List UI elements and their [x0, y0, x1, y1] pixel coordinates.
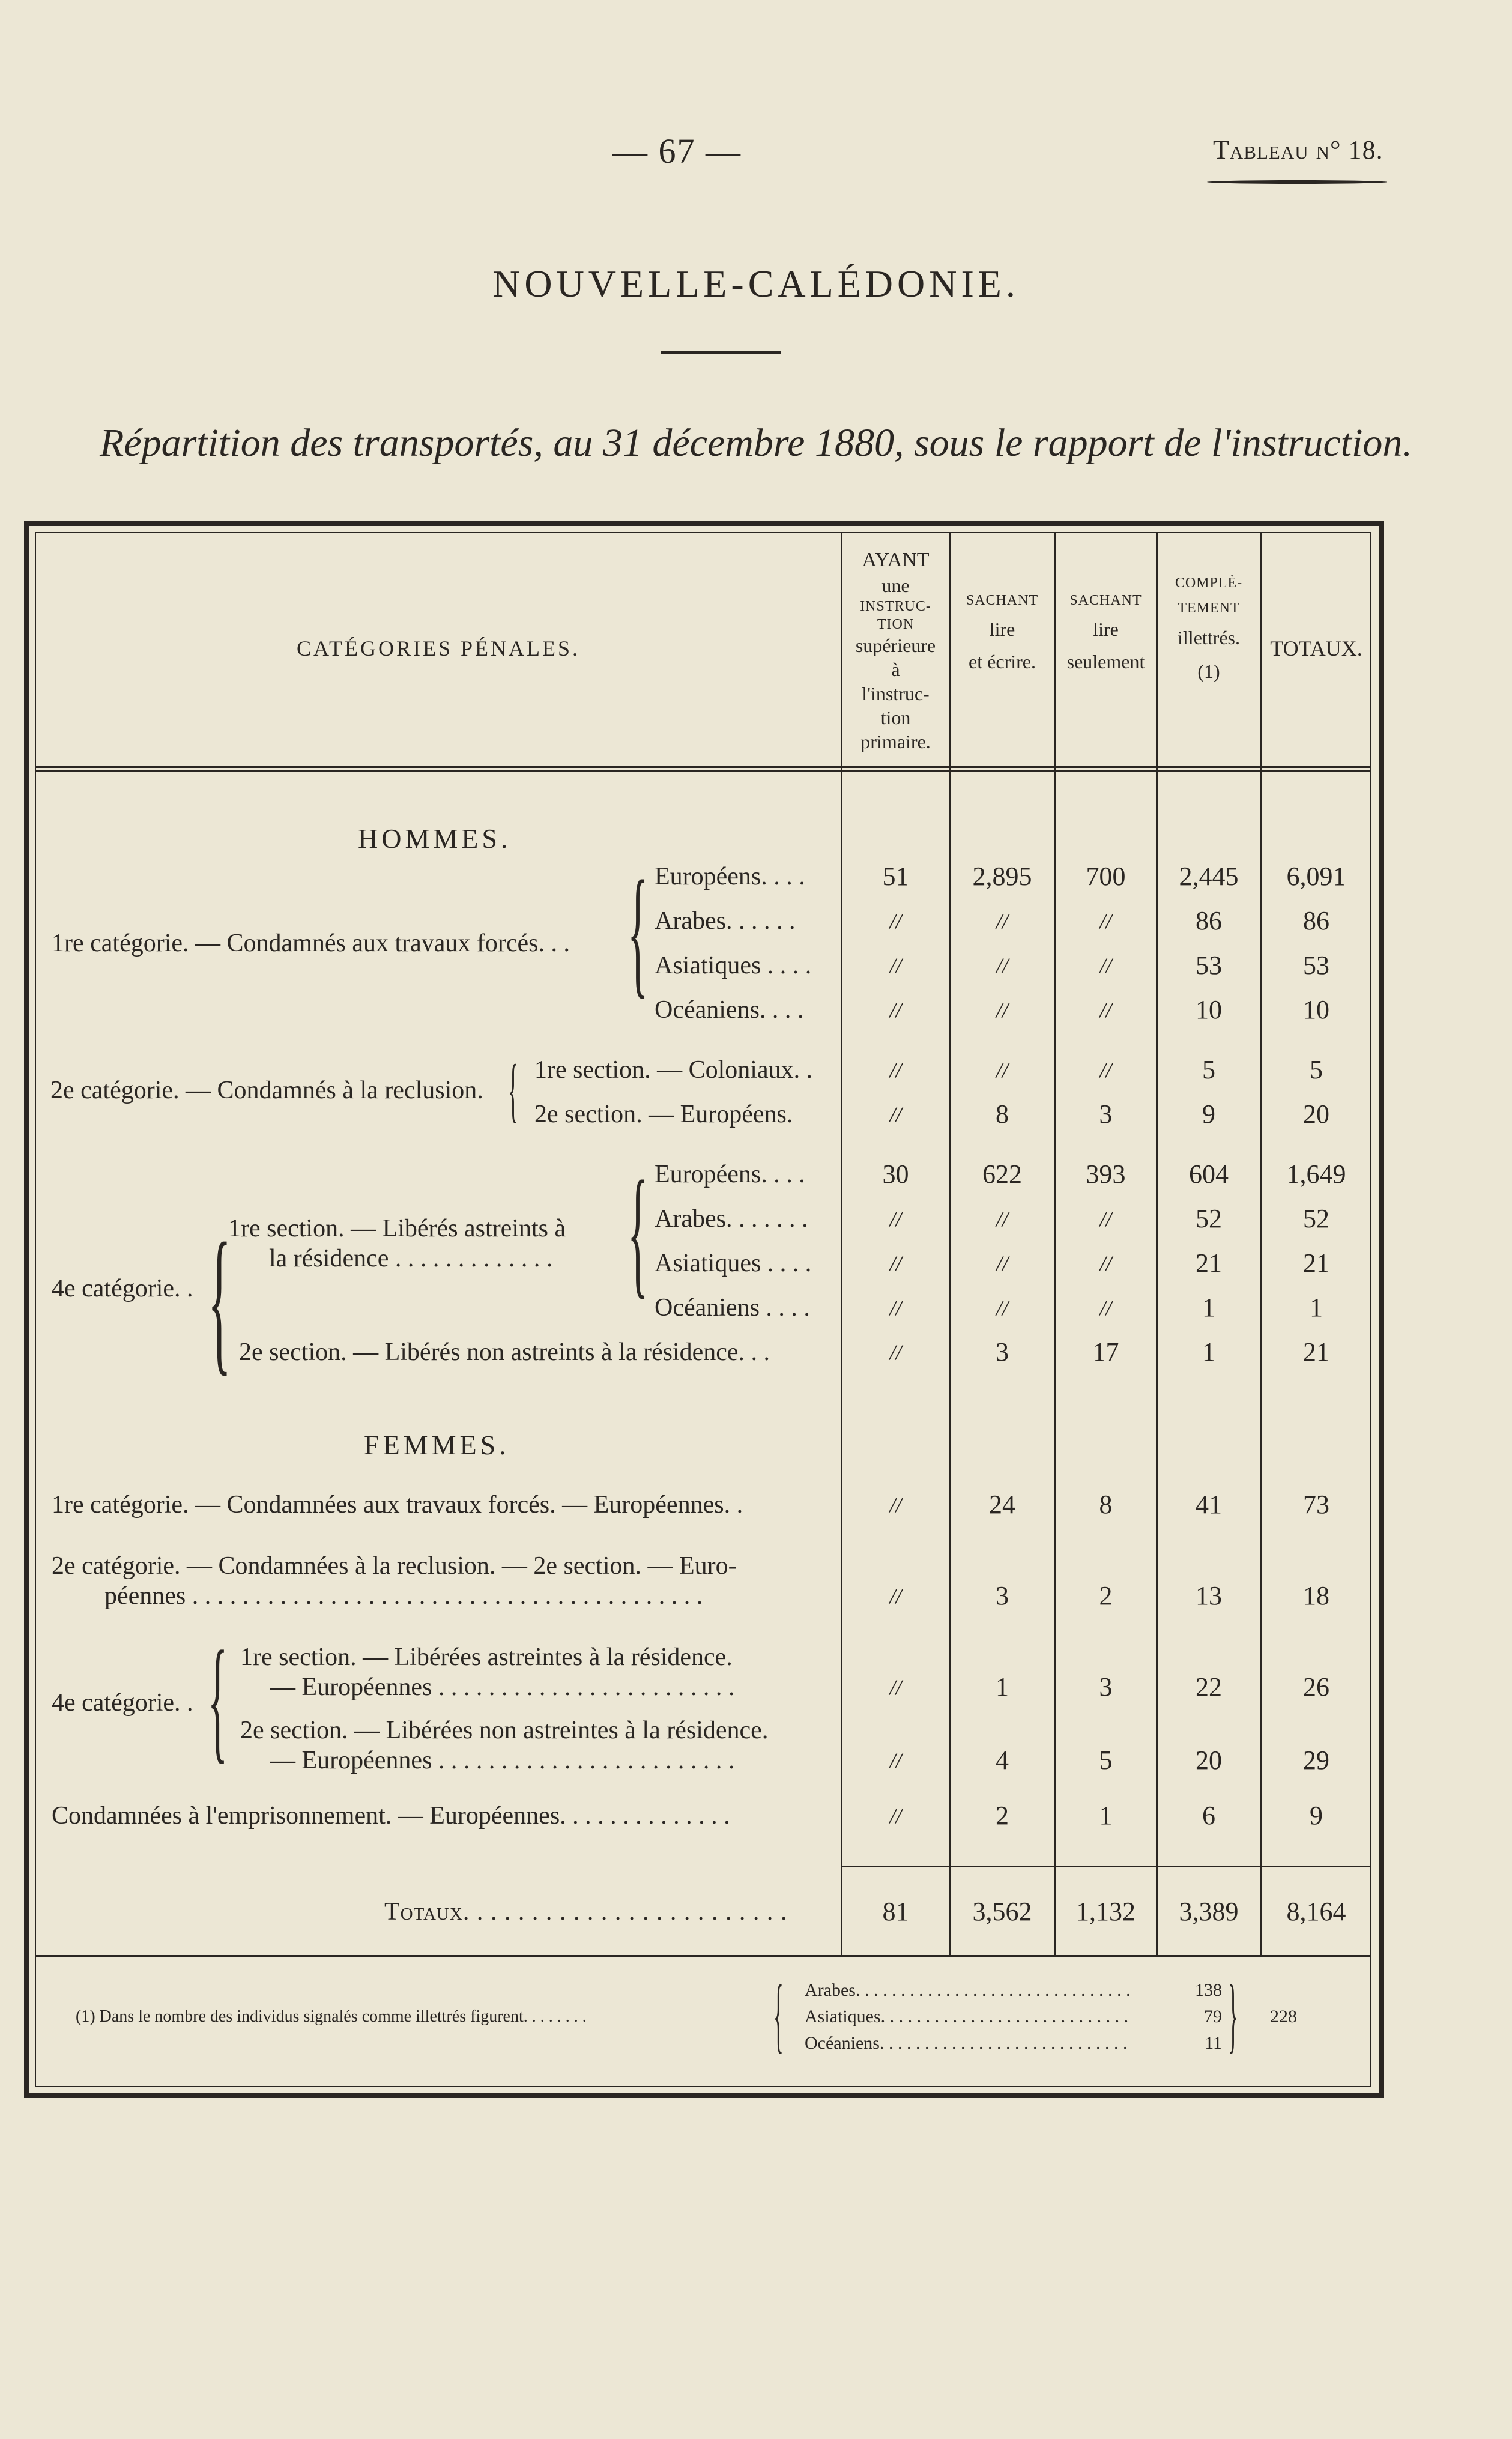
- header-ayant-line: une: [881, 574, 910, 596]
- hommes-row-value: //: [889, 1340, 902, 1364]
- header-line: (1): [1197, 660, 1220, 682]
- header-lire-ecrire: [951, 588, 1054, 679]
- femmes-row-value: 24: [989, 1490, 1015, 1519]
- hommes-row-value: 8: [996, 1099, 1009, 1129]
- hommes-row-value: 17: [1092, 1337, 1119, 1367]
- header-line: COMPLÈ-: [1175, 575, 1243, 591]
- col-rule-3: [1054, 532, 1056, 1955]
- totaux-value: 3,562: [972, 1897, 1032, 1926]
- femmes-row-value: //: [889, 1675, 902, 1699]
- header-line: lire: [989, 618, 1015, 640]
- header-line: lire: [1093, 618, 1119, 640]
- hommes-row-value: 21: [1303, 1337, 1329, 1367]
- hommes-row-label: 1re section. — Coloniaux. .: [534, 1056, 813, 1084]
- femmes-row-value: 4: [996, 1745, 1009, 1775]
- hommes-row-value: //: [996, 1058, 1008, 1082]
- brace: {: [773, 1968, 784, 2061]
- hommes-row-value: //: [889, 1207, 902, 1231]
- brace: {: [508, 1050, 519, 1129]
- header-ayant-line: à: [891, 658, 900, 680]
- header-line: SACHANT: [1069, 593, 1142, 608]
- hommes-row-value: //: [996, 1251, 1008, 1275]
- hommes-row-value: //: [889, 1058, 902, 1082]
- brace: {: [627, 851, 649, 1011]
- femmes-row-value: 2: [1099, 1581, 1113, 1610]
- header-totaux: TOTAUX.: [1270, 636, 1362, 660]
- footnote-item-label: Asiatiques. . . . . . . . . . . . . . . . . . . . . . . . . . . .: [805, 2007, 1129, 2026]
- hommes-row-value: 9: [1202, 1099, 1215, 1129]
- hommes-row-value: 86: [1303, 906, 1329, 935]
- hommes-row-label: Asiatiques . . . .: [655, 1250, 812, 1277]
- brace: {: [627, 1151, 649, 1311]
- hommes-row-value: 21: [1303, 1248, 1329, 1278]
- femmes-row-value: 73: [1303, 1490, 1329, 1519]
- footnote-item-value: 11: [1205, 2033, 1222, 2053]
- hommes-row-value: 53: [1303, 951, 1329, 980]
- femmes-row-value: 6: [1202, 1801, 1215, 1830]
- hommes-row-value: 53: [1196, 951, 1222, 980]
- section-hommes: HOMMES.: [358, 823, 512, 854]
- hommes-row-value: 622: [982, 1159, 1022, 1189]
- hommes-row-value: //: [996, 998, 1008, 1022]
- totaux-label: Totaux. . . . . . . . . . . . . . . . . . . . . . . .: [384, 1898, 788, 1926]
- footnote-item-value: 138: [1195, 1980, 1222, 2000]
- femmes-row-value: 29: [1303, 1745, 1329, 1775]
- femmes-row-value: 1: [996, 1672, 1009, 1702]
- hommes-row-value: //: [996, 1207, 1008, 1231]
- cat4-section1-label-cont: la résidence . . . . . . . . . . . . .: [269, 1245, 553, 1272]
- footnote-item-label: Océaniens. . . . . . . . . . . . . . . . . . . . . . . . . . . .: [805, 2033, 1128, 2053]
- hommes-row-value: 52: [1303, 1204, 1329, 1233]
- footnote-item-label: Arabes. . . . . . . . . . . . . . . . . . . . . . . . . . . . . . .: [805, 1980, 1131, 2000]
- header-ayant-line: primaire.: [860, 730, 931, 752]
- header-categories: CATÉGORIES PÉNALES.: [296, 636, 581, 660]
- hommes-row-value: 1: [1202, 1337, 1215, 1367]
- brace: {: [208, 1622, 228, 1776]
- hommes-row-value: 10: [1196, 995, 1222, 1024]
- tableau-label: Tableau n° 18.: [1213, 135, 1383, 165]
- hommes-row-value: 3: [996, 1337, 1009, 1367]
- hommes-row-value: //: [1099, 909, 1112, 933]
- hommes-row-value: 3: [1099, 1099, 1113, 1129]
- hommes-row-label: Arabes. . . . . . .: [655, 1205, 808, 1233]
- femmes-row-label: 2e section. — Libérées non astreintes à la résidence.: [240, 1717, 769, 1744]
- header-bottom-rule: [36, 766, 1370, 768]
- femmes-cat4-label: 4e catégorie. .: [52, 1689, 193, 1717]
- hommes-row-value: 700: [1086, 862, 1126, 891]
- hommes-row-value: //: [889, 1251, 902, 1275]
- table-bottom-rule: [36, 1955, 1370, 1957]
- hommes-row-value: 86: [1196, 906, 1222, 935]
- header-ayant-line: tion: [880, 706, 911, 728]
- header-ayant: [842, 548, 949, 754]
- brace: {: [208, 1210, 231, 1389]
- col-rule-4: [1156, 532, 1158, 1955]
- hommes-row-label: Océaniens. . . .: [655, 996, 804, 1024]
- hommes-row-label: Asiatiques . . . .: [655, 952, 812, 979]
- footnote-total: 228: [1270, 2007, 1297, 2026]
- femmes-row-label: Condamnées à l'emprisonnement. — Européennes. . . . . . . . . . . . . .: [52, 1802, 730, 1830]
- header-ayant-line: AYANT: [862, 549, 930, 571]
- femmes-row-label-cont: — Européennes . . . . . . . . . . . . . . . . . . . . . . . .: [270, 1673, 735, 1701]
- col-rule-5: [1260, 532, 1262, 1955]
- header-lire-seulement: [1056, 588, 1156, 679]
- hommes-row-label: Arabes. . . . . .: [655, 907, 796, 935]
- brace: }: [1228, 1968, 1238, 2061]
- header-line: et écrire.: [969, 651, 1036, 673]
- hommes-row-value: 30: [882, 1159, 909, 1189]
- header-ayant-line: INSTRUC-: [860, 598, 931, 614]
- hommes-row-value: //: [1099, 954, 1112, 978]
- femmes-row-value: 18: [1303, 1581, 1329, 1610]
- femmes-row-value: 3: [1099, 1672, 1113, 1702]
- hommes-row-value: //: [889, 954, 902, 978]
- hommes-row-value: 1: [1202, 1293, 1215, 1322]
- hommes-row-label: 2e section. — Libérés non astreints à la résidence. . .: [239, 1338, 770, 1366]
- femmes-row-label: 1re catégorie. — Condamnées aux travaux forcés. — Européennes. .: [52, 1491, 743, 1519]
- femmes-row-label-cont: péennes . . . . . . . . . . . . . . . . . . . . . . . . . . . . . . . . . . . . . . . . .: [104, 1582, 703, 1610]
- header-ayant-line: l'instruc-: [862, 682, 930, 704]
- femmes-row-value: 13: [1196, 1581, 1222, 1610]
- page-subtitle: Répartition des transportés, au 31 décembre 1880, sous le rapport de l'instruction.: [100, 421, 1412, 465]
- femmes-row-value: 1: [1099, 1801, 1113, 1830]
- hommes-row-label: Européens. . . .: [655, 1161, 805, 1188]
- header-ayant-line: TION: [877, 616, 915, 632]
- femmes-row-value: 8: [1099, 1490, 1113, 1519]
- totals-top-rule: [841, 1866, 1370, 1867]
- femmes-row-label: 1re section. — Libérées astreintes à la résidence.: [240, 1643, 733, 1671]
- section-femmes: FEMMES.: [364, 1430, 510, 1460]
- hommes-row-value: 604: [1189, 1159, 1229, 1189]
- femmes-row-value: //: [889, 1584, 902, 1608]
- page-title: NOUVELLE-CALÉDONIE.: [492, 262, 1020, 305]
- hommes-row-value: 1: [1310, 1293, 1323, 1322]
- header-line: seulement: [1066, 651, 1145, 673]
- totaux-value: 8,164: [1286, 1897, 1346, 1926]
- femmes-row-value: 22: [1196, 1672, 1222, 1702]
- femmes-row-value: 3: [996, 1581, 1009, 1610]
- hommes-row-value: //: [1099, 1296, 1112, 1320]
- hommes-row-value: //: [889, 998, 902, 1022]
- hommes-row-value: 52: [1196, 1204, 1222, 1233]
- cat4-section1-label: 1re section. — Libérés astreints à: [228, 1215, 566, 1242]
- hommes-row-value: //: [889, 1102, 902, 1126]
- hommes-row-value: //: [996, 909, 1008, 933]
- header-bottom-rule-2: [36, 770, 1370, 772]
- hommes-row-value: 5: [1310, 1055, 1323, 1084]
- header-illettres: [1158, 570, 1260, 688]
- hommes-row-value: 2,895: [972, 862, 1032, 891]
- hommes-row-value: 21: [1196, 1248, 1222, 1278]
- hommes-row-value: //: [889, 909, 902, 933]
- femmes-row-label: 2e catégorie. — Condamnées à la reclusion. — 2e section. — Euro-: [52, 1552, 737, 1580]
- hommes-row-value: 2,445: [1179, 862, 1239, 891]
- hommes-row-value: //: [1099, 1058, 1112, 1082]
- hommes-row-value: 1,649: [1286, 1159, 1346, 1189]
- hommes-row-value: //: [1099, 1251, 1112, 1275]
- header-ayant-line: supérieure: [855, 634, 936, 656]
- totaux-value: 81: [882, 1897, 909, 1926]
- femmes-row-value: //: [889, 1748, 902, 1773]
- hommes-row-value: //: [996, 1296, 1008, 1320]
- hommes-row-value: 6,091: [1286, 862, 1346, 891]
- hommes-row-value: 393: [1086, 1159, 1126, 1189]
- header-line: TEMENT: [1178, 600, 1240, 616]
- hommes-row-value: 10: [1303, 995, 1329, 1024]
- femmes-row-value: //: [889, 1804, 902, 1828]
- femmes-row-value: 5: [1099, 1745, 1113, 1775]
- hommes-row-value: 5: [1202, 1055, 1215, 1084]
- cat1-label: 1re catégorie. — Condamnés aux travaux forcés. . .: [52, 929, 570, 957]
- title-rule: [661, 351, 781, 354]
- femmes-row-label-cont: — Européennes . . . . . . . . . . . . . . . . . . . . . . . .: [270, 1747, 735, 1774]
- femmes-row-value: //: [889, 1493, 902, 1517]
- col-rule-2: [949, 532, 951, 1955]
- page-number: — 67 —: [612, 131, 742, 171]
- femmes-row-value: 2: [996, 1801, 1009, 1830]
- footnote-item-value: 79: [1204, 2007, 1222, 2026]
- cat2-label: 2e catégorie. — Condamnés à la reclusion.: [50, 1077, 483, 1104]
- hommes-row-value: //: [1099, 1207, 1112, 1231]
- hommes-row-label: Océaniens . . . .: [655, 1294, 810, 1322]
- totaux-value: 3,389: [1179, 1897, 1239, 1926]
- femmes-row-value: 26: [1303, 1672, 1329, 1702]
- femmes-row-value: 9: [1310, 1801, 1323, 1830]
- hommes-row-value: //: [889, 1296, 902, 1320]
- cat4-label: 4e catégorie. .: [52, 1275, 193, 1302]
- hommes-row-label: Européens. . . .: [655, 863, 805, 890]
- totaux-value: 1,132: [1076, 1897, 1136, 1926]
- femmes-row-value: 20: [1196, 1745, 1222, 1775]
- header-line: illettrés.: [1178, 627, 1240, 648]
- header-line: SACHANT: [966, 593, 1039, 608]
- hommes-row-value: 20: [1303, 1099, 1329, 1129]
- hommes-row-value: //: [996, 954, 1008, 978]
- femmes-row-value: 41: [1196, 1490, 1222, 1519]
- footnote-text: (1) Dans le nombre des individus signalés comme illettrés figurent. . . . . . . .: [76, 2007, 587, 2026]
- hommes-row-value: 51: [882, 862, 909, 891]
- tableau-rule: [1207, 180, 1387, 184]
- hommes-row-label: 2e section. — Européens.: [534, 1101, 793, 1128]
- hommes-row-value: //: [1099, 998, 1112, 1022]
